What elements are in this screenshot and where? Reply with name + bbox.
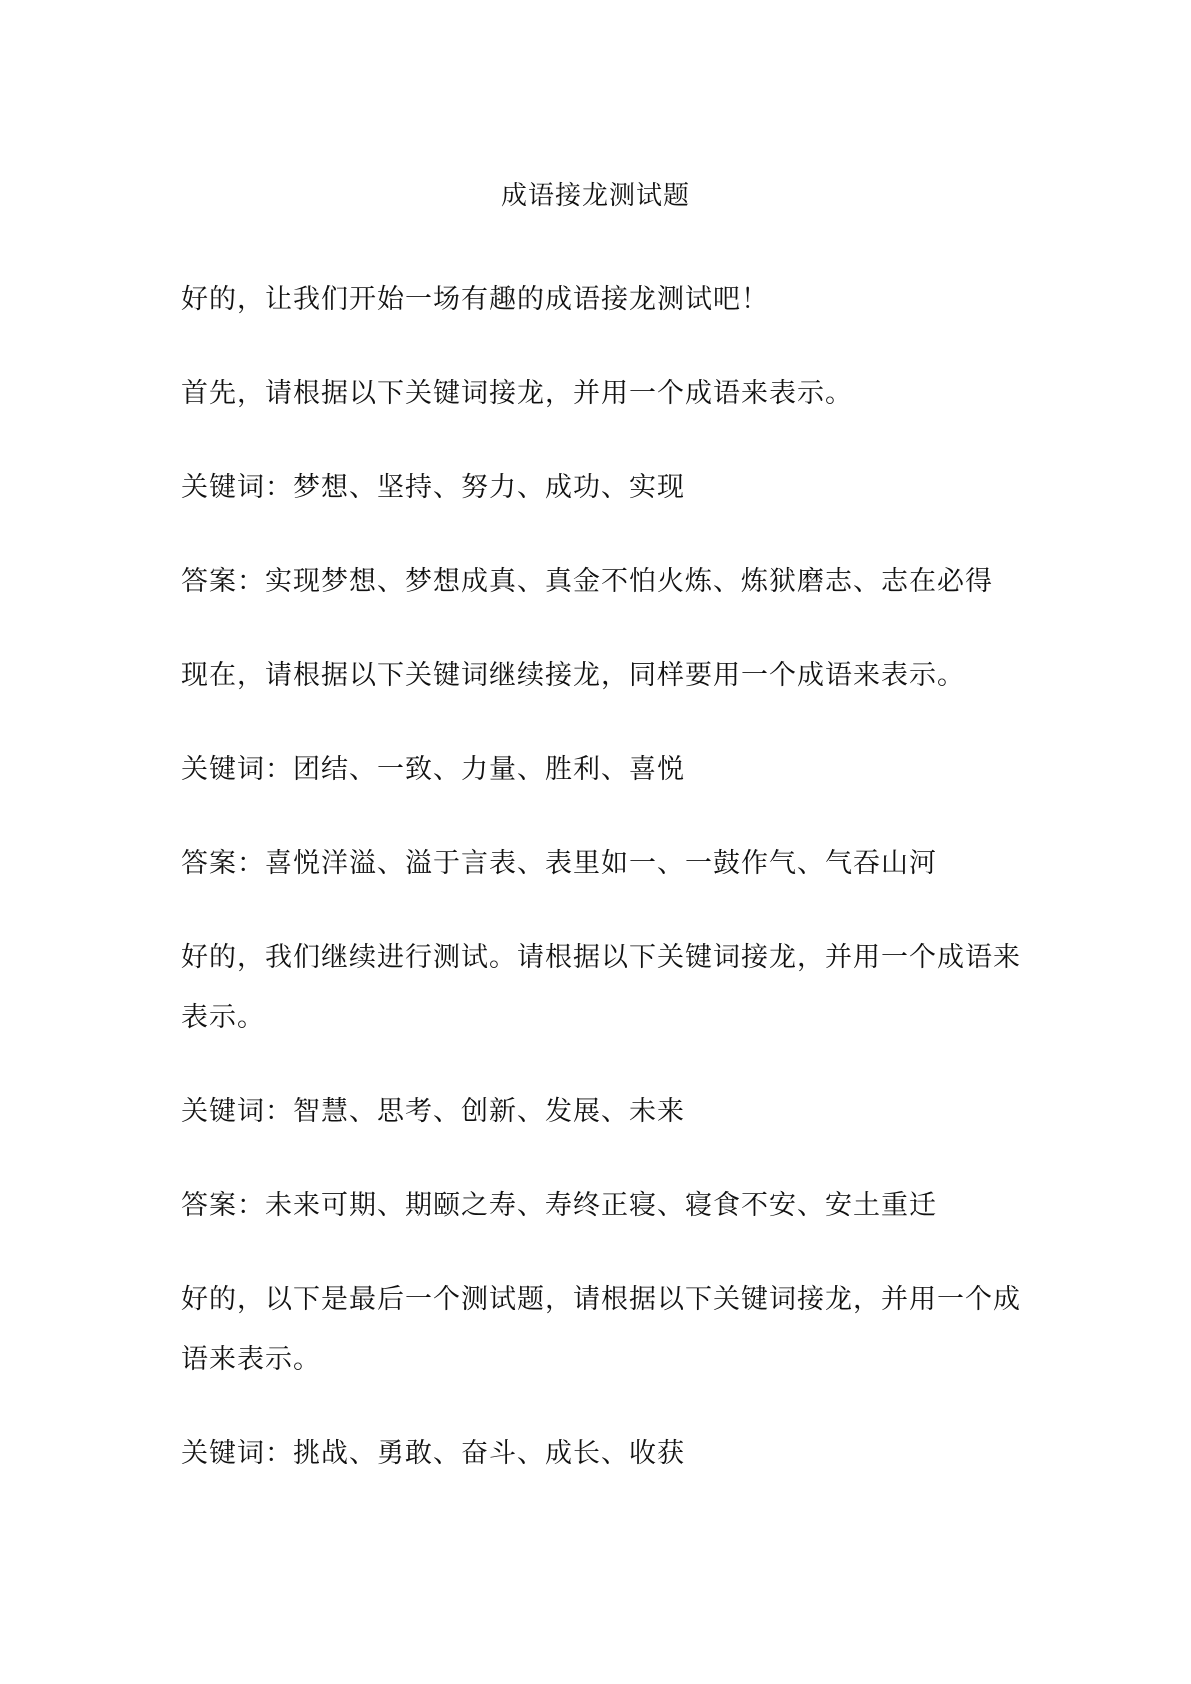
paragraph-instruction-4: 好的，以下是最后一个测试题，请根据以下关键词接龙，并用一个成语来表示。 (181, 1284, 1021, 1375)
paragraph-intro: 好的，让我们开始一场有趣的成语接龙测试吧！ (181, 284, 769, 315)
paragraph-answer-1: 答案：实现梦想、梦想成真、真金不怕火炼、炼狱磨志、志在必得 (181, 566, 993, 597)
paragraph-answer-2: 答案：喜悦洋溢、溢于言表、表里如一、一鼓作气、气吞山河 (181, 848, 937, 879)
paragraph-keywords-1: 关键词：梦想、坚持、努力、成功、实现 (181, 472, 685, 503)
paragraph-keywords-4: 关键词：挑战、勇敢、奋斗、成长、收获 (181, 1438, 685, 1469)
document-title: 成语接龙测试题 (500, 181, 690, 211)
document-body (181, 270, 1021, 1518)
paragraph-answer-3: 答案：未来可期、期颐之寿、寿终正寝、寝食不安、安土重迁 (181, 1190, 937, 1221)
paragraph-keywords-2: 关键词：团结、一致、力量、胜利、喜悦 (181, 754, 685, 785)
paragraph-instruction-3: 好的，我们继续进行测试。请根据以下关键词接龙，并用一个成语来表示。 (181, 942, 1021, 1033)
paragraph-instruction-2: 现在，请根据以下关键词继续接龙，同样要用一个成语来表示。 (181, 660, 965, 691)
paragraph-keywords-3: 关键词：智慧、思考、创新、发展、未来 (181, 1096, 685, 1127)
paragraph-instruction-1: 首先，请根据以下关键词接龙，并用一个成语来表示。 (181, 378, 853, 409)
